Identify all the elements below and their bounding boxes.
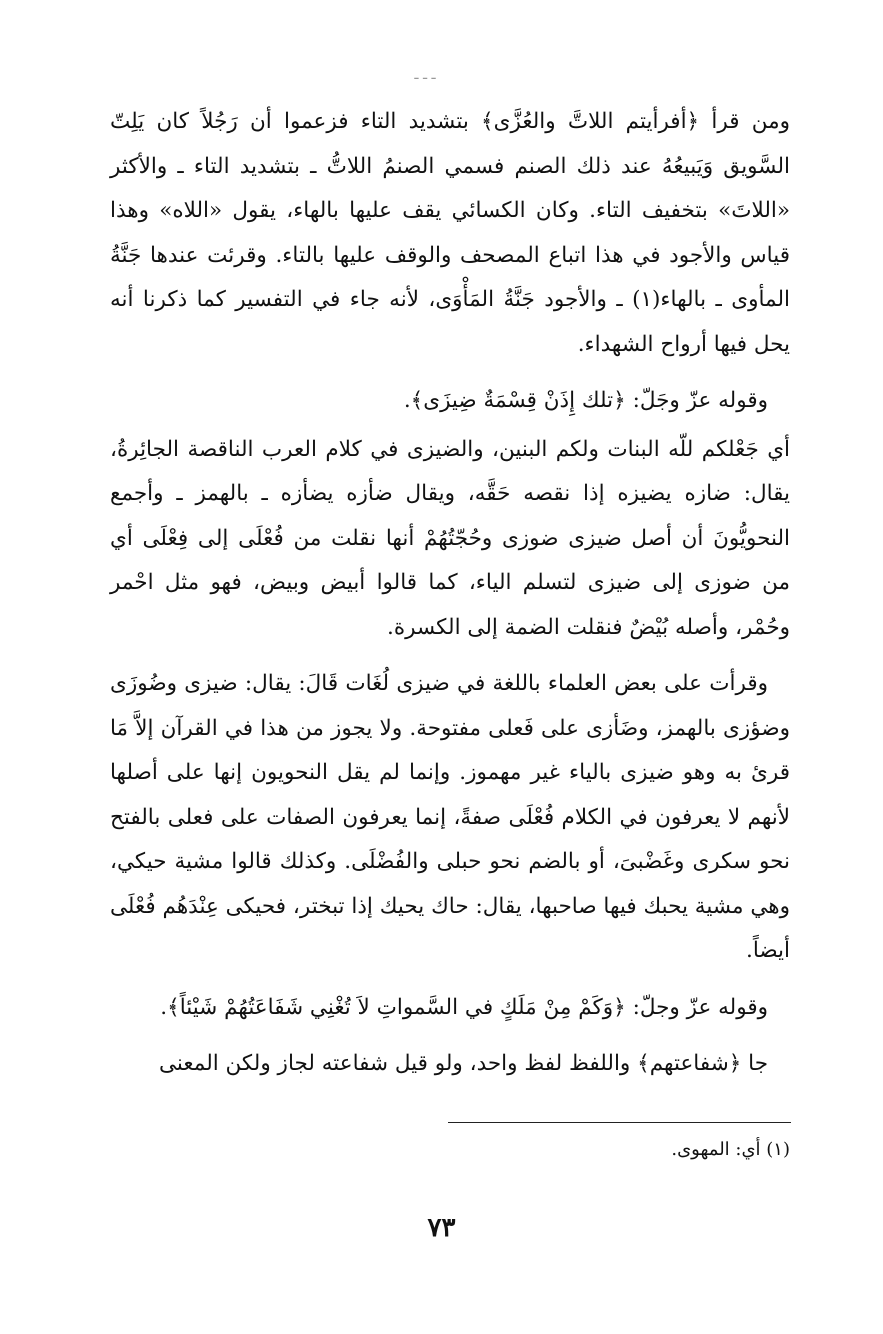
- main-text-block: [110, 100, 790, 1087]
- paragraph-shafaa: جا ﴿شفاعتهم﴾ واللفظ لفظ واحد، ولو قيل شفاعته لجاز ولكن المعنى: [158, 1051, 768, 1076]
- paragraph-dizaa-dialects: وقرأت على بعض العلماء باللغة في ضيزى لُغَات قَالَ: يقال: ضيزى وضُوزَى وضؤزى بالهمز، وضَأزى على فَعلى مفتوحة. ولا يجوز من هذا في القرآن إلاَّ مَا قرئ به وهو ضيزى بالياء غير مهموز. وإنما لم يقل النحويون إنها على أصلها لأنهم لا يعرفون في الكلام فُعْلَى صفةً، إنما يعرفون الصفات على فعلى بالفتح نحو سكرى وغَضْبىَ، أو بالضم نحو حبلى والفُضْلَى. وكذلك قالوا مشية حيكي، وهي مشية يحبك فيها صاحبها، يقال: حاك يحيك إذا تبختر، فحيكى عِنْدَهُم فُعْلَى أيضاً.: [110, 671, 790, 963]
- paragraph-verse-malak: وقوله عزّ وجلّ: ﴿وَكَمْ مِنْ مَلَكٍ في السَّمواتِ لاَ تُغْنِي شَفَاعَتُهُمْ شَيْئاً﴾.: [160, 994, 768, 1020]
- page-number: ٧٣: [427, 1213, 456, 1243]
- page-top-mark: ـ ـ ـ: [414, 67, 436, 83]
- paragraph-verse-dizaa: وقوله عزّ وجَلّ: ﴿تلك إِذَنْ قِسْمَةٌ ضِيزَى﴾.: [403, 388, 768, 413]
- footnote-divider: [448, 1122, 791, 1123]
- paragraph-lat-uzza: ومن قرأ ﴿أفرأيتم اللاتَّ والعُزَّى﴾ بتشديد التاء فزعموا أن رَجُلاً كان يَلِتّ السَّويق وَيَبيعُهُ عند ذلك الصنم فسمي الصنمُ اللاتُّ ـ بتشديد التاء ـ والأكثر «اللاتَ» بتخفيف التاء. وكان الكسائي يقف عليها بالهاء، يقول «اللاه» وهذا قياس والأجود في هذا اتباع المصحف والوقف عليها بالتاء. وقرئت عندها جَنَّةُ المأوى ـ بالهاء(١) ـ والأجود جَنَّةُ المَأْوَى، لأنه جاء في التفسير كما ذكرنا أنه يحل فيها أرواح الشهداء.: [110, 109, 790, 357]
- footnote: (١) أي: المهوى.: [671, 1139, 790, 1160]
- paragraph-dizaa-meaning: أي جَعْلكم للّه البنات ولكم البنين، والضيزى في كلام العرب الناقصة الجائِرةُ، يقال: ضازه يضيزه إذا نقصه حَقَّه، ويقال ضأزه يضأزه ـ بالهمز ـ وأجمع النحويُّونَ أن أصل ضيزى ضوزى وحُجّتُهُمْ أنها نقلت من فُعْلَى إلى فِعْلَى أي من ضوزى إلى ضيزى لتسلم الياء، كما قالوا أبيض وبيض، فهو مثل احْمر وحُمْر، وأصله بُيْضٌ فنقلت الضمة إلى الكسرة.: [110, 436, 790, 640]
